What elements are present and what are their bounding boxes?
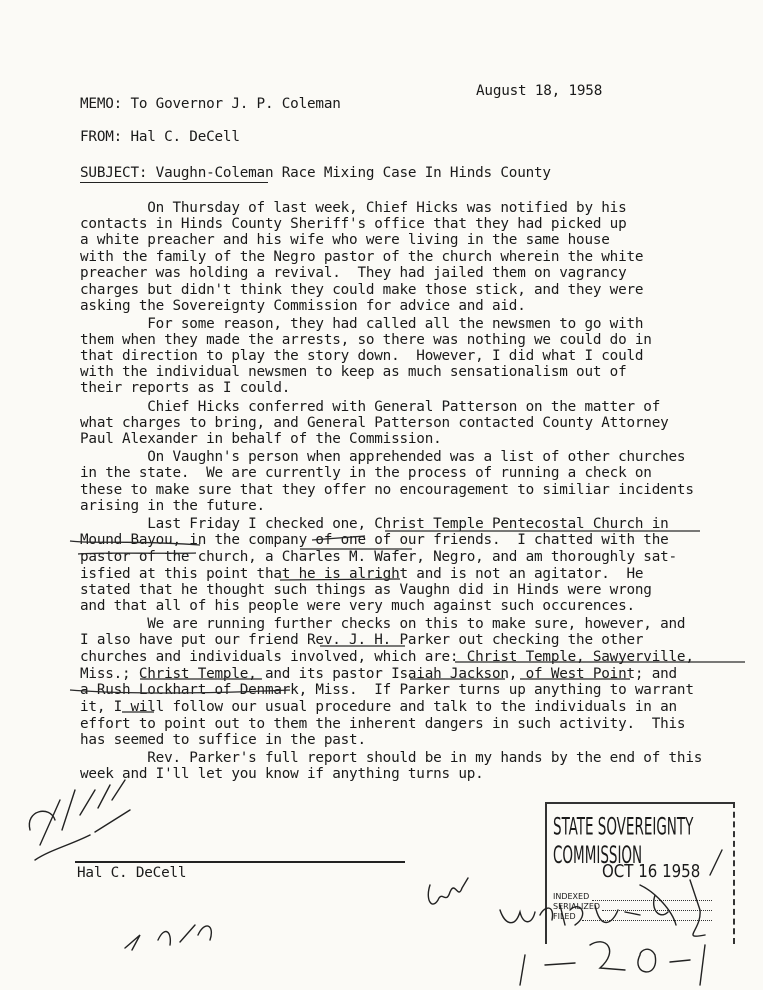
body-line: On Thursday of last week, Chief Hicks was notified by his bbox=[80, 200, 627, 216]
body-line: with the individual newsmen to keep as much sensationalism out of bbox=[80, 364, 627, 380]
body-line: churches and individuals involved, which are: Christ Temple, Sawyerville, bbox=[80, 649, 694, 665]
body-line: I also have put our friend Rev. J. H. Parker out checking the other bbox=[80, 632, 644, 648]
body-line: We are running further checks on this to make sure, however, and bbox=[80, 616, 686, 632]
body-line: a Rush Lockhart of Denmark, Miss. If Parker turns up anything to warrant bbox=[80, 682, 694, 698]
body-line: and that all of his people were very much against such occurences. bbox=[80, 598, 635, 614]
stamp-title: STATE SOVEREIGNTY COMMISSION bbox=[553, 812, 694, 870]
memo-from-line: FROM: Hal C. DeCell bbox=[80, 129, 240, 145]
body-line: preacher was holding a revival. They had jailed them on vagrancy bbox=[80, 265, 627, 281]
memo-to-line: MEMO: To Governor J. P. Coleman bbox=[80, 96, 341, 112]
body-line: in the state. We are currently in the process of running a check on bbox=[80, 465, 652, 481]
stamp-indexed-label: INDEXED bbox=[553, 892, 590, 901]
stamp-serialized-label: SERIALIZED bbox=[553, 902, 601, 911]
body-line: pastor of the church, a Charles M. Wafer, Negro, and am thoroughly sat- bbox=[80, 549, 677, 565]
stamp-date: OCT 16 1958 bbox=[602, 860, 701, 882]
body-line: stated that he thought such things as Vaughn did in Hinds were wrong bbox=[80, 582, 652, 598]
body-line: Chief Hicks conferred with General Patterson on the matter of bbox=[80, 399, 661, 415]
body-line: what charges to bring, and General Patterson contacted County Attorney bbox=[80, 415, 669, 431]
body-line: Rev. Parker's full report should be in my hands by the end of this bbox=[80, 750, 703, 766]
memo-subject-line: SUBJECT: Vaughn-Coleman Race Mixing Case In Hinds County bbox=[80, 165, 551, 181]
body-line: arising in the future. bbox=[80, 498, 265, 514]
body-line: Paul Alexander in behalf of the Commission. bbox=[80, 431, 442, 447]
body-line: that direction to play the story down. However, I did what I could bbox=[80, 348, 644, 364]
body-line: has seemed to suffice in the past. bbox=[80, 732, 366, 748]
body-line: contacts in Hinds County Sheriff's office that they had picked up bbox=[80, 216, 627, 232]
body-line: For some reason, they had called all the newsmen to go with bbox=[80, 316, 644, 332]
body-line: it, I will follow our usual procedure and talk to the individuals in an bbox=[80, 699, 677, 715]
signature-name: Hal C. DeCell bbox=[77, 865, 187, 881]
body-line: isfied at this point that he is alright and is not an agitator. He bbox=[80, 566, 644, 582]
stamp-filed-label: FILED bbox=[553, 912, 576, 921]
body-line: Last Friday I checked one, Christ Temple Pentecostal Church in bbox=[80, 516, 669, 532]
memo-date: August 18, 1958 bbox=[476, 83, 603, 99]
body-line: effort to point out to them the inherent dangers in such activity. This bbox=[80, 716, 686, 732]
body-line: a white preacher and his wife who were living in the same house bbox=[80, 232, 610, 248]
body-line: them when they made the arrests, so there was nothing we could do in bbox=[80, 332, 652, 348]
body-line: On Vaughn's person when apprehended was a list of other churches bbox=[80, 449, 686, 465]
body-line: their reports as I could. bbox=[80, 380, 291, 396]
body-line: with the family of the Negro pastor of the church wherein the white bbox=[80, 249, 644, 265]
body-line: week and I'll let you know if anything turns up. bbox=[80, 766, 484, 782]
body-line: asking the Sovereignty Commission for advice and aid. bbox=[80, 298, 526, 314]
body-line: Miss.; Christ Temple, and its pastor Isaiah Jackson, of West Point; and bbox=[80, 666, 677, 682]
body-line: charges but didn't think they could make those stick, and they were bbox=[80, 282, 644, 298]
body-line: Mound Bayou, in the company of one of our friends. I chatted with the bbox=[80, 532, 669, 548]
body-line: these to make sure that they offer no encouragement to similiar incidents bbox=[80, 482, 694, 498]
